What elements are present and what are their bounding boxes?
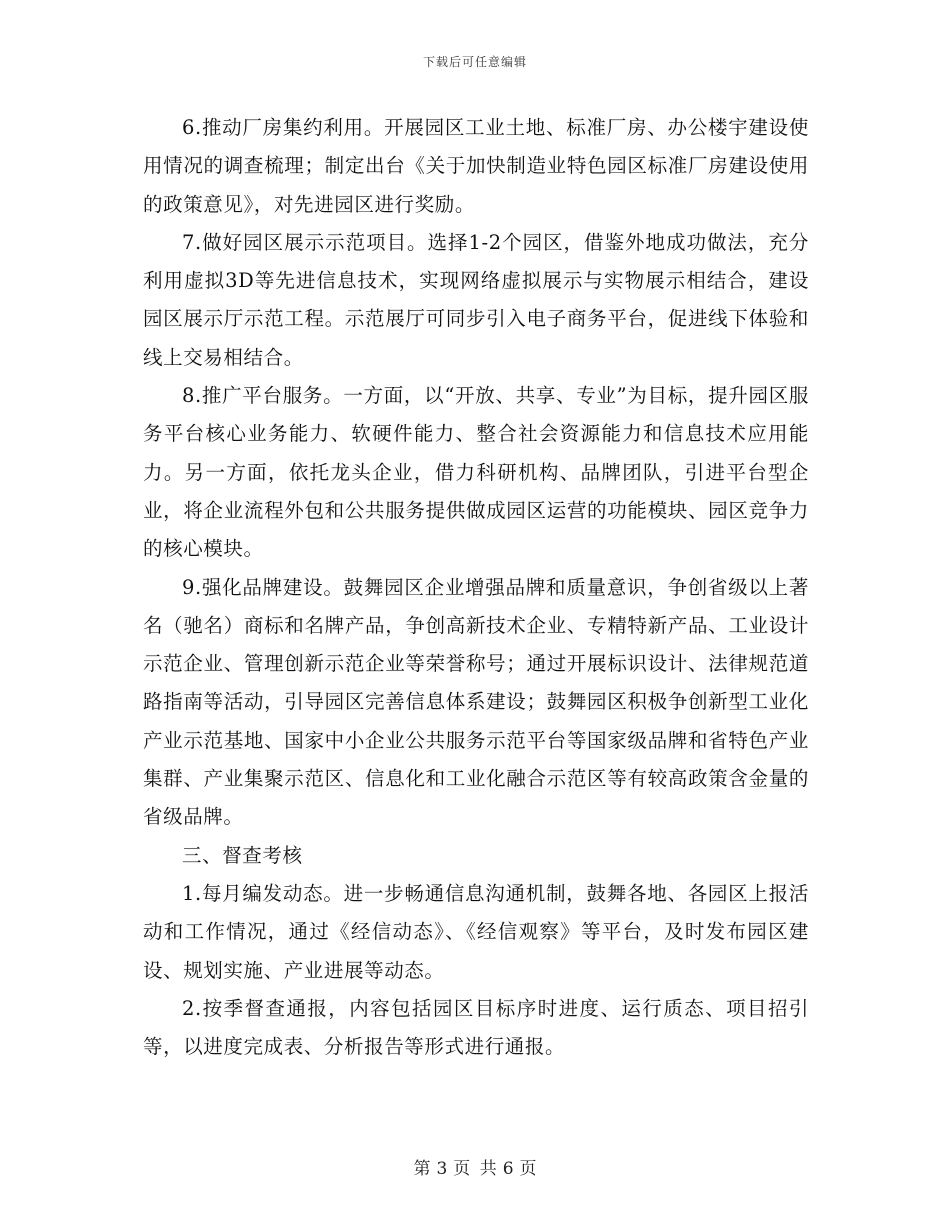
page-footer bbox=[0, 1154, 950, 1179]
section-heading-3: 三、督查考核 bbox=[182, 843, 303, 867]
footer-current-page: 3 bbox=[436, 1159, 448, 1179]
footer-label-of: 页 共 bbox=[453, 1159, 497, 1179]
paragraph-7: 7.做好园区展示示范项目。选择1-2个园区，借鉴外地成功做法，充分利用虚拟3D等先进信息技术，实现网络虚拟展示与实物展示相结合，建设园区展示厅示范工程。示范展厅可同步引入电子商务平台，促进线下体验和线上交易相结合。 bbox=[143, 230, 809, 369]
page-header: 下载后可任意编辑 bbox=[422, 55, 527, 69]
paragraph-8: 8.推广平台服务。一方面，以“开放、共享、专业”为目标，提升园区服务平台核心业务能力、软硬件能力、整合社会资源能力和信息技术应用能力。另一方面，依托龙头企业，借力科研机构、品牌团队，引进平台型企业，将企业流程外包和公共服务提供做成园区运营的功能模块、园区竞争力的核心模块。 bbox=[143, 384, 809, 561]
paragraph-6: 6.推动厂房集约利用。开展园区工业土地、标准厂房、办公楼宇建设使用情况的调查梳理；制定出台《关于加快制造业特色园区标准厂房建设使用的政策意见》，对先进园区进行奖励。 bbox=[143, 116, 809, 216]
footer-label-end: 页 bbox=[519, 1159, 537, 1179]
footer-label-page: 第 bbox=[413, 1159, 431, 1179]
paragraph-9: 9.强化品牌建设。鼓舞园区企业增强品牌和质量意识，争创省级以上著名（驰名）商标和名牌产品，争创高新技术企业、专精特新产品、工业设计示范企业、管理创新示范企业等荣誉称号；通过开展标识设计、法律规范道路指南等活动，引导园区完善信息体系建设；鼓舞园区积极争创新型工业化产业示范基地、国家中小企业公共服务示范平台等国家级品牌和省特色产业集群、产业集聚示范区、信息化和工业化融合示范区等有较高政策含金量的省级品牌。 bbox=[143, 575, 809, 829]
paragraph-2: 2.按季督查通报，内容包括园区目标序时进度、运行质态、项目招引等，以进度完成表、分析报告等形式进行通报。 bbox=[143, 996, 809, 1059]
paragraph-1: 1.每月编发动态。进一步畅通信息沟通机制，鼓舞各地、各园区上报活动和工作情况，通过《经信动态》、《经信观察》等平台，及时发布园区建设、规划实施、产业进展等动态。 bbox=[143, 881, 809, 982]
document-body bbox=[143, 109, 809, 1066]
footer-total-pages: 6 bbox=[502, 1159, 514, 1179]
